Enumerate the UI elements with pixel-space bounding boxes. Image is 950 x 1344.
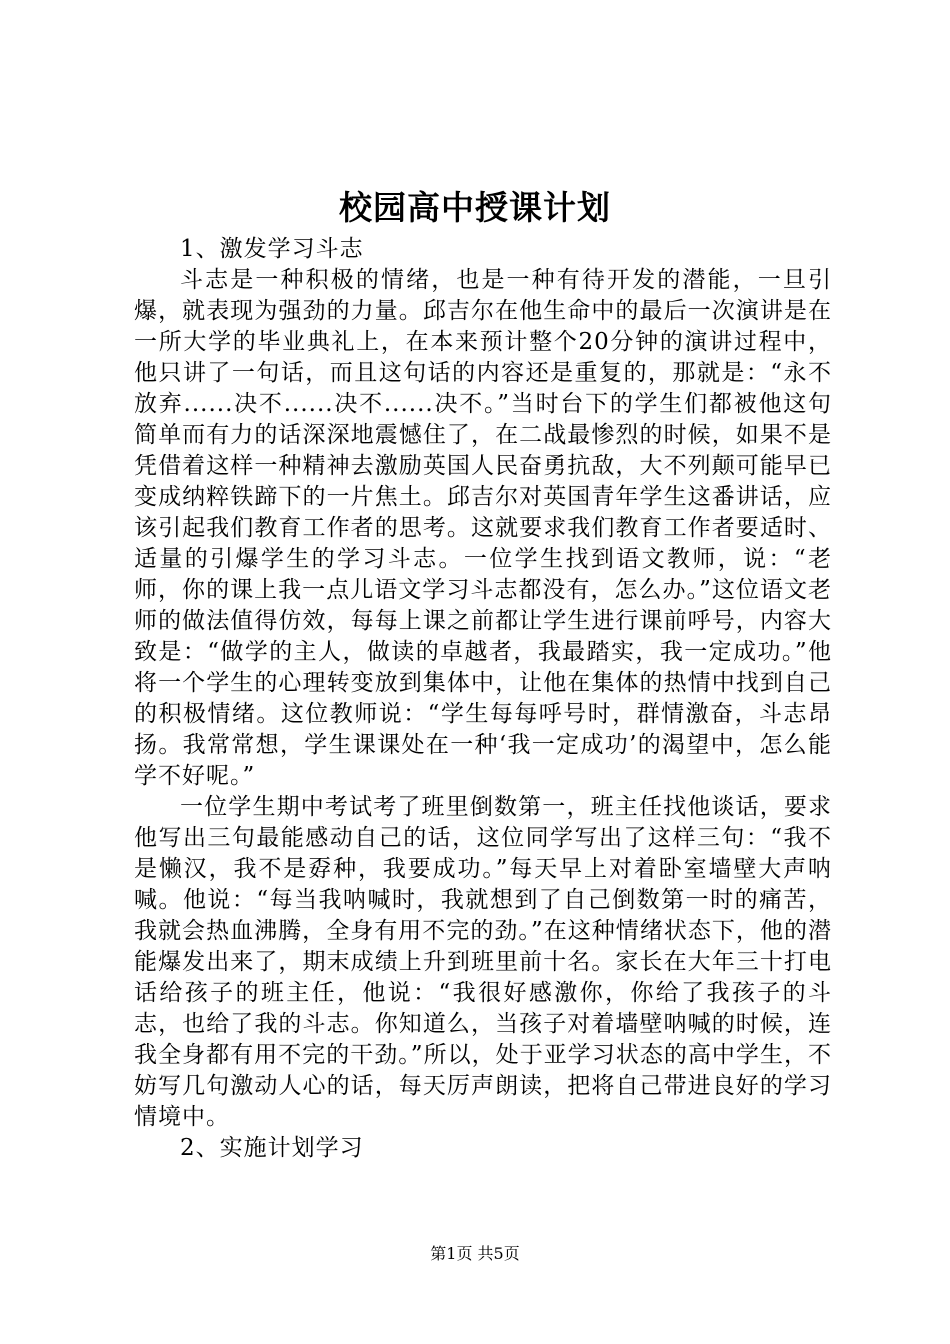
section-heading: 1、激发学习斗志 [180, 236, 364, 262]
body-paragraph: 一位学生期中考试考了班里倒数第一，班主任找他谈话，要求他写出三句最能感动自己的话，这位同学写出了这样三句：“我不是懒汉，我不是孬种，我要成功。”每天早上对着卧室墙壁大声呐喊。他说：“每当我呐喊时，我就想到了自己倒数第一时的痛苦，我就会热血沸腾，全身有用不完的劲。”在这种情绪状态下，他的潜能爆发出来了，期末成绩上升到班里前十名。家长在大年三十打电话给孩子的班主任，他说：“我很好感激你，你给了我孩子的斗志，也给了我的斗志。你知道么，当孩子对着墙壁呐喊的时候，连我全身都有用不完的干劲。”所以，处于亚学习状态的高中学生，不妨写几句激动人心的话，每天厉声朗读，把将自己带进良好的学习情境中。 [134, 794, 832, 1130]
document-body [134, 234, 832, 1164]
page-number-footer: 第1页 共5页 [430, 1244, 520, 1263]
body-paragraph: 斗志是一种积极的情绪，也是一种有待开发的潜能，一旦引爆，就表现为强劲的力量。邱吉尔在他生命中的最后一次演讲是在一所大学的毕业典礼上，在本来预计整个20分钟的演讲过程中，他只讲了一句话，而且这句话的内容还是重复的，那就是：“永不放弃......决不......决不......决不。”当时台下的学生们都被他这句简单而有力的话深深地震憾住了，在二战最惨烈的时候，如果不是凭借着这样一种精神去激励英国人民奋勇抗敌，大不列颠可能早已变成纳粹铁蹄下的一片焦土。邱吉尔对英国青年学生这番讲话，应该引起我们教育工作者的思考。这就要求我们教育工作者要适时、适量的引爆学生的学习斗志。一位学生找到语文教师，说：“老师，你的课上我一点儿语文学习斗志都没有，怎么办。”这位语文老师的做法值得仿效，每每上课之前都让学生进行课前呼号，内容大致是：“做学的主人，做读的卓越者，我最踏实，我一定成功。”他将一个学生的心理转变放到集体中，让他在集体的热情中找到自己的积极情绪。这位教师说：“学生每每呼号时，群情激奋，斗志昂扬。我常常想，学生课课处在一种‘我一定成功’的渴望中，怎么能学不好呢。” [134, 267, 832, 789]
document-title: 校园高中授课计划 [339, 188, 611, 227]
section-heading: 2、实施计划学习 [180, 1135, 364, 1161]
